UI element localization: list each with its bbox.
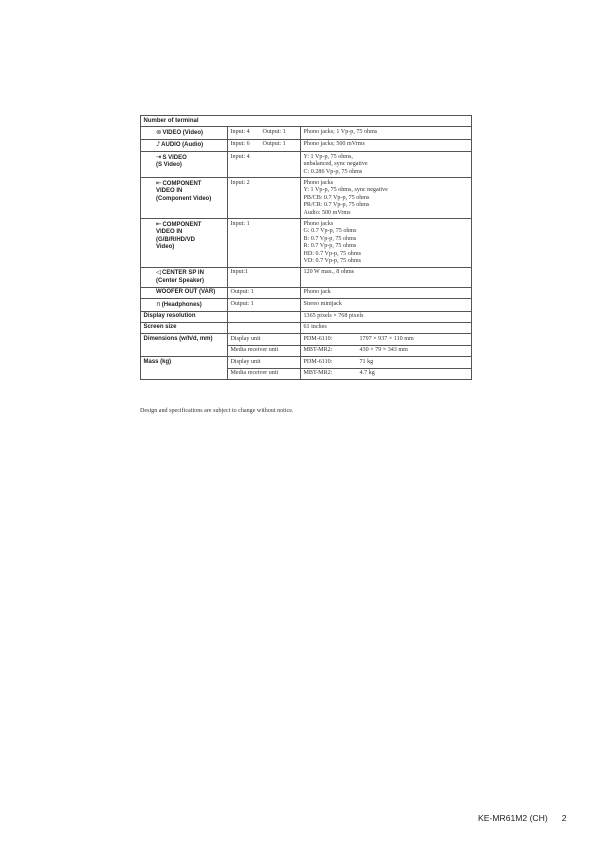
speaker-icon: ◁ [156, 268, 161, 277]
terminal-spec [301, 219, 472, 267]
spec-line: Phono jack [303, 289, 331, 296]
terminal-row [141, 178, 472, 219]
io-count: Output: 1 [230, 300, 254, 307]
terminal-name [141, 299, 228, 311]
headphones-icon: ∩ [156, 299, 161, 308]
display-resolution-row [141, 311, 472, 322]
terminal-io [228, 178, 301, 219]
terminal-name [141, 152, 228, 178]
spec-line: Phono jacks; 1 Vp-p, 75 ohms [303, 128, 378, 135]
mass-value [301, 357, 472, 368]
spec-line: PR/CR: 0.7 Vp-p, 75 ohms [303, 202, 370, 209]
terminal-row [141, 299, 472, 311]
terminal-io [228, 267, 301, 287]
dimensions-label: Dimensions (w/h/d, mm) [141, 334, 228, 357]
mass-value [301, 368, 472, 379]
terminal-row [141, 219, 472, 267]
spec-line: Phono jacks [303, 179, 334, 186]
disclaimer-note: Design and specifications are subject to change without notice. [140, 408, 294, 414]
io-count: Input:1 [230, 269, 249, 276]
display-resolution-value: 1365 pixels × 768 pixels [301, 311, 472, 322]
mass-unit: Media receiver unit [228, 368, 301, 379]
model-number: KE-MR61M2 (CH) [478, 813, 548, 823]
video-icon: ⊚ [156, 127, 162, 136]
mass-unit: Display unit [228, 357, 301, 368]
terminal-io [228, 152, 301, 178]
terminal-name [141, 178, 228, 219]
terminal-row [141, 127, 472, 139]
terminal-row [141, 139, 472, 151]
s-video-icon: ⇥ [156, 152, 162, 161]
terminal-row [141, 152, 472, 178]
dimensions-row [141, 334, 472, 345]
io-count: Input: 4 [230, 128, 250, 135]
terminal-name [141, 287, 228, 298]
screen-size-row [141, 322, 472, 333]
terminal-name-line: (S Video) [156, 162, 182, 169]
terminal-row [141, 267, 472, 287]
terminal-name-line: VIDEO IN [156, 229, 183, 236]
spec-line: 120 W max., 8 ohms [303, 269, 355, 276]
spec-line: VD: 0.7 Vp-p, 75 ohms [303, 258, 361, 264]
spec-line: PB/CB: 0.7 Vp-p, 75 ohms [303, 194, 370, 201]
component-video-icon: ⇤ [156, 219, 162, 228]
terminal-io [228, 139, 301, 151]
io-count: Output: 1 [262, 141, 286, 148]
terminal-name-line: AUDIO (Audio) [161, 142, 204, 149]
terminal-name-line: (Center Speaker) [156, 277, 205, 284]
terminal-io [228, 219, 301, 267]
terminal-name-line: COMPONENT [162, 221, 202, 228]
dimensions-unit: Media receiver unit [228, 345, 301, 356]
terminal-name [141, 267, 228, 287]
io-count: Input: 4 [230, 153, 250, 160]
terminal-name-line: VIDEO (Video) [162, 129, 204, 136]
terminal-spec [301, 127, 472, 139]
terminal-spec [301, 139, 472, 151]
terminal-io [228, 299, 301, 311]
spec-line: Y: 1 Vp-p, 75 ohms, [303, 153, 353, 160]
spec-line: C: 0.286 Vp-p, 75 ohms [303, 168, 363, 175]
mass-row [141, 357, 472, 368]
spec-line: Audio: 500 mVrms [303, 209, 351, 216]
screen-size-label: Screen size [141, 322, 228, 333]
model-name: PDM-6110: [303, 335, 333, 342]
terminal-name-line: S VIDEO [162, 154, 187, 161]
dimensions-measure: 430 × 79 × 343 mm [359, 347, 408, 354]
terminal-name-line: WOOFER OUT (VAR) [156, 289, 216, 296]
terminal-name-line: VIDEO IN [156, 188, 183, 195]
page-number: 2 [561, 813, 567, 823]
terminal-name-line: COMPONENT [162, 180, 202, 187]
spec-line: B: 0.7 Vp-p, 75 ohms [303, 235, 357, 242]
dimensions-unit: Display unit [228, 334, 301, 345]
model-name: MBT-MR2: [303, 347, 333, 354]
terminal-name [141, 219, 228, 267]
io-count: Input: 1 [230, 220, 250, 227]
terminal-spec [301, 299, 472, 311]
terminal-spec [301, 267, 472, 287]
spec-line: G: 0.7 Vp-p, 75 ohms [303, 228, 357, 235]
spec-line: HD: 0.7 Vp-p, 75 ohms [303, 250, 361, 257]
audio-icon: ♪ [156, 140, 161, 149]
specifications-table [140, 115, 472, 380]
display-resolution-label: Display resolution [141, 311, 228, 322]
io-count: Input: 6 [230, 141, 250, 148]
terminal-name-line: CENTER SP IN [162, 270, 204, 277]
model-name: PDM-6110: [303, 358, 333, 365]
terminal-row [141, 287, 472, 298]
terminal-io [228, 127, 301, 139]
mass-label: Mass (kg) [141, 357, 228, 380]
spec-line: Phono jacks; 500 mVrms [303, 141, 365, 148]
terminal-name [141, 139, 228, 151]
spec-line: R: 0.7 Vp-p, 75 ohms [303, 243, 357, 250]
model-name: MBT-MR2: [303, 370, 333, 377]
terminal-spec [301, 287, 472, 298]
spec-line: Stereo minijack [303, 300, 342, 307]
terminal-name [141, 127, 228, 139]
page-footer [478, 813, 567, 823]
terminal-name-line: Video) [156, 244, 175, 251]
io-count: Output: 1 [262, 128, 286, 135]
io-count: Output: 1 [230, 289, 254, 296]
dimensions-value [301, 334, 472, 345]
io-count: Input: 2 [230, 179, 250, 186]
terminal-name-line: (Headphones) [161, 301, 202, 308]
component-video-icon: ⇤ [156, 178, 162, 187]
dimensions-value [301, 345, 472, 356]
section-header: Number of terminal [141, 116, 472, 127]
spec-line: Phono jacks [303, 220, 334, 227]
spec-line: unbalanced, sync negative [303, 161, 368, 168]
dimensions-measure: 1797 × 937 × 110 mm [359, 335, 414, 342]
screen-size-value: 61 inches [301, 322, 472, 333]
terminal-name-line: (Component Video) [156, 195, 212, 202]
terminal-spec [301, 152, 472, 178]
section-header-row [141, 116, 472, 127]
spec-line: Y: 1 Vp-p, 75 ohms, sync negative [303, 187, 388, 194]
mass-measure: 71 kg [359, 358, 374, 365]
terminal-name-line: (G/B/R/HD/VD [156, 236, 195, 243]
mass-measure: 4.7 kg [359, 370, 375, 377]
terminal-spec [301, 178, 472, 219]
terminal-io [228, 287, 301, 298]
